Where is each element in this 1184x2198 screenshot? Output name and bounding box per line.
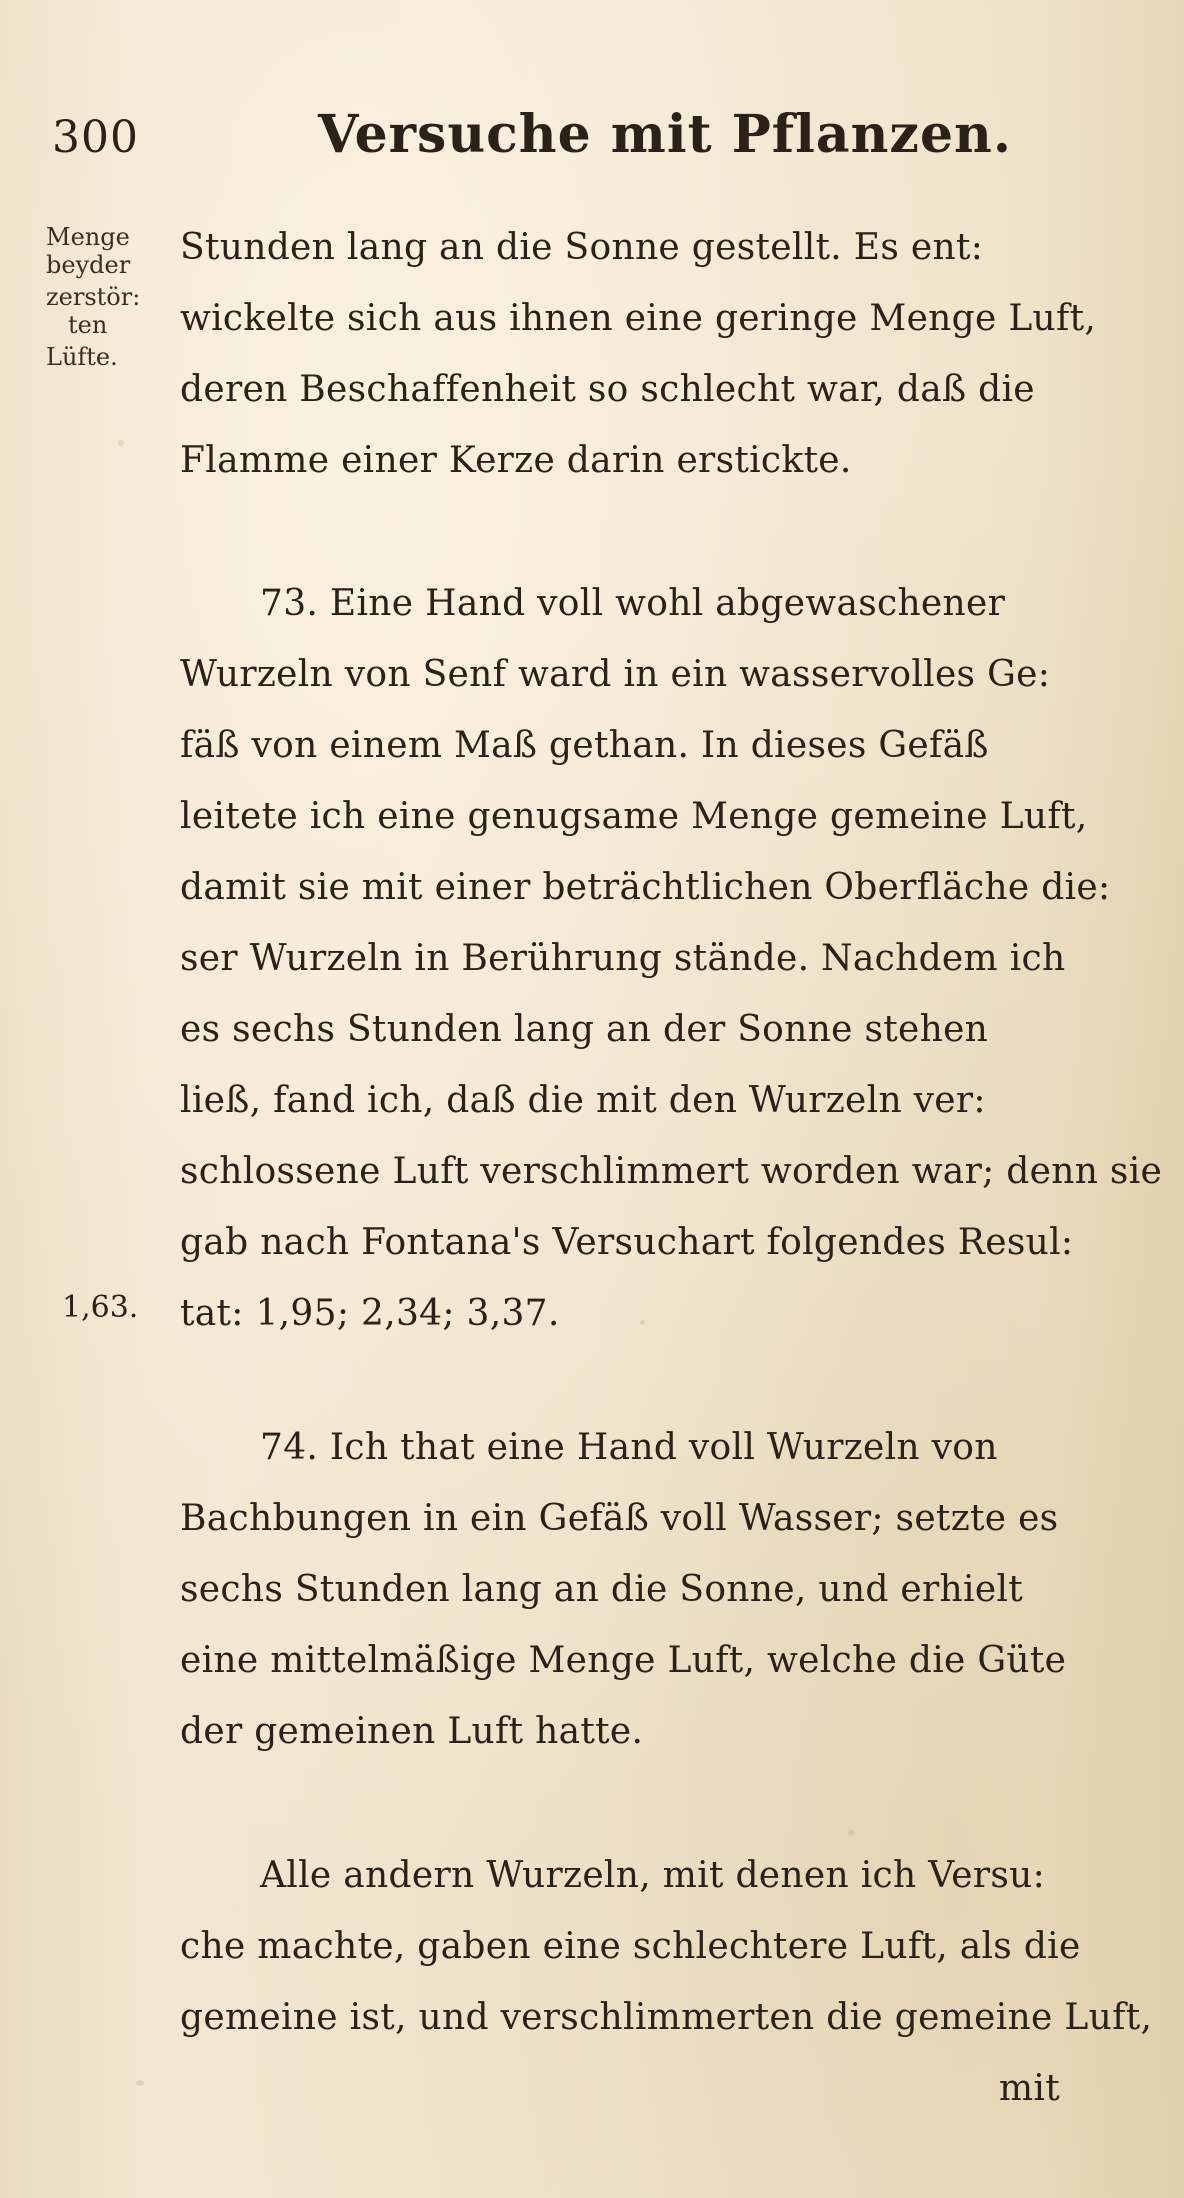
- paragraph-continuation: [180, 212, 1120, 496]
- text-line: sechs Stunden lang an die Sonne, und erhielt: [180, 1569, 1024, 1610]
- text-line: fäß von einem Maß gethan. In dieses Gefäß: [180, 725, 989, 766]
- text-line: deren Beschaffenheit so schlecht war, daß die: [180, 369, 1035, 410]
- text-line: schlossene Luft verschlimmert worden war; denn sie: [180, 1151, 1163, 1192]
- text-line: Stunden lang an die Sonne gestellt. Es ent:: [180, 227, 984, 268]
- margin-note-line: Lüfte.: [46, 343, 118, 371]
- text-line: tat: 1,95; 2,34; 3,37.: [180, 1293, 560, 1334]
- margin-note: [46, 220, 140, 374]
- text-line: 74. Ich that eine Hand voll Wurzeln von: [260, 1427, 998, 1468]
- paper-stain: [136, 2080, 144, 2086]
- margin-note-line: Menge: [46, 223, 130, 251]
- text-line: gemeine ist, und verschlimmerten die gemeine Luft,: [180, 1997, 1153, 2038]
- text-line: Flamme einer Kerze darin erstickte.: [180, 440, 852, 481]
- text-line: che machte, gaben eine schlechtere Luft, als die: [180, 1926, 1081, 1967]
- text-line: Bachbungen in ein Gefäß voll Wasser; setzte es: [180, 1498, 1059, 1539]
- paper-stain: [118, 440, 124, 446]
- text-line: wickelte sich aus ihnen eine geringe Menge Luft,: [180, 298, 1097, 339]
- margin-number: 1,63.: [62, 1290, 139, 1325]
- text-line: ser Wurzeln in Berührung stände. Nachdem ich: [180, 938, 1066, 979]
- text-line: der gemeinen Luft hatte.: [180, 1711, 644, 1752]
- running-head: Versuche mit Pflanzen.: [318, 104, 1012, 165]
- text-line: damit sie mit einer beträchtlichen Oberfläche die:: [180, 867, 1111, 908]
- paper-stain: [848, 1830, 855, 1835]
- margin-note-line: ten: [68, 311, 108, 339]
- paragraph-73: [180, 568, 1163, 1349]
- text-line: es sechs Stunden lang an der Sonne stehen: [180, 1009, 989, 1050]
- text-line: leitete ich eine genugsame Menge gemeine Luft,: [180, 796, 1088, 837]
- text-line: gab nach Fontana's Versuchart folgendes Resul:: [180, 1222, 1074, 1263]
- margin-note-line: zerstör:: [46, 283, 141, 311]
- paragraph-74: [180, 1412, 1120, 1767]
- text-line: ließ, fand ich, daß die mit den Wurzeln ver:: [180, 1080, 986, 1121]
- catchword: mit: [998, 2068, 1060, 2109]
- text-line: Wurzeln von Senf ward in ein wasservolles Ge:: [180, 654, 1051, 695]
- text-line: eine mittelmäßige Menge Luft, welche die Güte: [180, 1640, 1067, 1681]
- text-line: Alle andern Wurzeln, mit denen ich Versu:: [260, 1855, 1046, 1896]
- paragraph-closing: [180, 1840, 1153, 2124]
- text-line: 73. Eine Hand voll wohl abgewaschener: [260, 583, 1006, 624]
- page-number: 300: [52, 112, 139, 163]
- margin-note-line: beyder: [46, 251, 131, 279]
